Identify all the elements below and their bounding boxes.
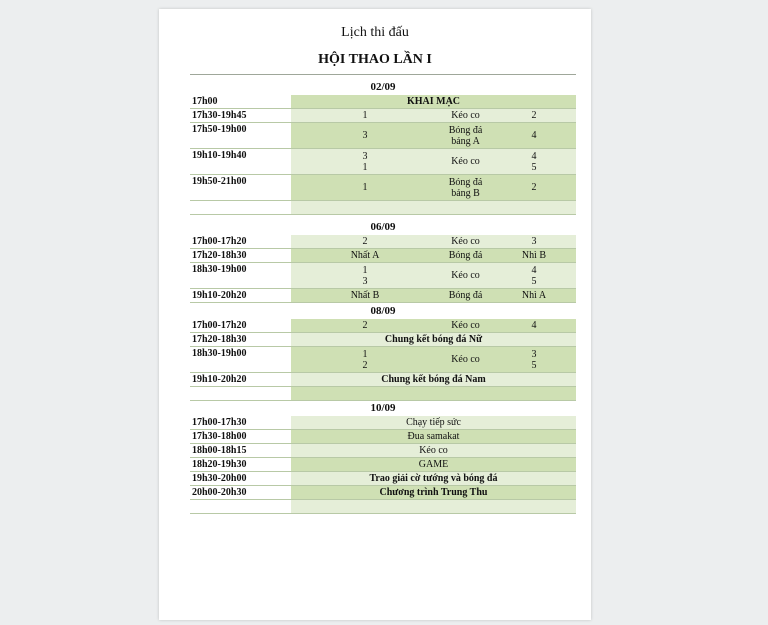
sport-cell: Bóng đá bảng A: [448, 124, 483, 147]
time-cell: 18h00-18h15: [190, 444, 291, 457]
schedule-row: [190, 249, 576, 263]
time-cell: 19h50-21h00: [190, 175, 291, 200]
team-right-top: 3: [531, 348, 537, 360]
time-cell: 19h10-19h40: [190, 149, 291, 174]
team-left: [291, 263, 439, 288]
day-section-0809: [190, 304, 576, 401]
time-cell: 18h30-19h00: [190, 263, 291, 288]
time-cell: 17h50-19h00: [190, 123, 291, 148]
team-left-top: 1: [362, 348, 368, 360]
time-cell: 17h30-18h00: [190, 430, 291, 443]
time-cell-empty: [190, 201, 291, 214]
empty-cell: [291, 201, 576, 214]
team-right-bottom: 5: [531, 161, 537, 173]
schedule-row-empty: [190, 201, 576, 215]
event-cell: GAME: [418, 459, 449, 470]
schedule-row: [190, 373, 576, 387]
time-cell: 17h30-19h45: [190, 109, 291, 122]
schedule-row: [190, 235, 576, 249]
time-cell: 19h10-20h20: [190, 289, 291, 302]
team-left-top: 1: [362, 264, 368, 276]
day-date: 10/09: [370, 402, 396, 414]
event-cell: Trao giải cờ tướng và bóng đá: [369, 473, 498, 484]
schedule-row-empty: [190, 387, 576, 401]
schedule-row: [190, 289, 576, 303]
sport-cell: Kéo co: [451, 320, 480, 331]
time-cell-empty: [190, 387, 291, 400]
time-cell: 17h20-18h30: [190, 333, 291, 346]
schedule-row: [190, 263, 576, 289]
event-cell: Chung kết bóng đá Nữ: [384, 334, 483, 345]
team-right: Nhì B: [521, 250, 547, 261]
team-right: 4: [531, 320, 537, 331]
time-cell: 17h00: [190, 95, 291, 108]
sport-cell: Bóng đá bảng B: [448, 176, 483, 199]
team-right-top: 4: [531, 150, 537, 162]
document-page: [159, 9, 591, 620]
event-cell: KHAI MẠC: [406, 96, 461, 107]
empty-cell: [291, 387, 576, 400]
team-left: 1: [362, 110, 368, 121]
schedule-row: [190, 149, 576, 175]
team-left: 3: [362, 130, 368, 141]
team-left-bottom: 3: [362, 275, 368, 287]
schedule-row: [190, 109, 576, 123]
schedule-row: [190, 458, 576, 472]
time-cell: 17h00-17h20: [190, 319, 291, 332]
time-cell: 19h10-20h20: [190, 373, 291, 386]
team-left: 2: [362, 320, 368, 331]
time-cell: 17h00-17h30: [190, 416, 291, 429]
sport-cell: Kéo co: [451, 270, 480, 281]
time-cell: 17h00-17h20: [190, 235, 291, 248]
team-left: [291, 347, 439, 372]
team-right-top: 4: [531, 264, 537, 276]
sport-cell: Kéo co: [451, 354, 480, 365]
time-cell-empty: [190, 500, 291, 513]
schedule-row: [190, 472, 576, 486]
schedule-row: [190, 175, 576, 201]
schedule-row: [190, 430, 576, 444]
event-cell: Chương trình Trung Thu: [379, 487, 488, 498]
day-date: 06/09: [370, 221, 396, 233]
team-left: Nhất A: [350, 250, 380, 261]
schedule-row-empty: [190, 500, 576, 514]
team-right: 2: [531, 110, 537, 121]
schedule-row: [190, 347, 576, 373]
schedule-row: [190, 416, 576, 430]
day-date: 08/09: [370, 305, 396, 317]
team-left-bottom: 1: [362, 161, 368, 173]
time-cell: 19h30-20h00: [190, 472, 291, 485]
sport-cell: Bóng đá: [448, 250, 483, 261]
schedule-row: [190, 319, 576, 333]
sport-cell: Kéo co: [451, 110, 480, 121]
page-title: Lịch thi đấu: [341, 25, 409, 40]
team-right: Nhì A: [521, 290, 547, 301]
team-right: [492, 347, 576, 372]
event-cell: Đua samakat: [407, 431, 460, 442]
team-left: 1: [362, 182, 368, 193]
team-right: 4: [531, 130, 537, 141]
team-left: [291, 149, 439, 174]
time-cell: 18h20-19h30: [190, 458, 291, 471]
sport-cell: Kéo co: [451, 156, 480, 167]
page-subtitle: HỘI THAO LẦN I: [318, 52, 432, 67]
team-right: [492, 263, 576, 288]
schedule-row: [190, 486, 576, 500]
sport-cell: Bóng đá: [448, 290, 483, 301]
time-cell: 18h30-19h00: [190, 347, 291, 372]
team-right-bottom: 5: [531, 359, 537, 371]
schedule-row: [190, 95, 576, 109]
empty-cell: [291, 500, 576, 513]
team-right-bottom: 5: [531, 275, 537, 287]
time-cell: 17h20-18h30: [190, 249, 291, 262]
time-cell: 20h00-20h30: [190, 486, 291, 499]
schedule-row: [190, 333, 576, 347]
schedule-row: [190, 123, 576, 149]
schedule-row: [190, 444, 576, 458]
team-right: 3: [531, 236, 537, 247]
day-section-0209: [190, 80, 576, 215]
sport-cell: Kéo co: [451, 236, 480, 247]
team-left-top: 3: [362, 150, 368, 162]
team-right: 2: [531, 182, 537, 193]
event-cell: Chung kết bóng đá Nam: [381, 374, 486, 385]
team-right: [492, 149, 576, 174]
event-cell: Kéo co: [419, 445, 448, 456]
day-date: 02/09: [370, 81, 396, 93]
day-section-1009: [190, 401, 576, 514]
team-left-bottom: 2: [362, 359, 368, 371]
team-left: Nhất B: [350, 290, 380, 301]
team-left: 2: [362, 236, 368, 247]
event-cell: Chạy tiếp sức: [406, 417, 461, 428]
day-section-0609: [190, 220, 576, 303]
title-divider: [190, 74, 576, 75]
